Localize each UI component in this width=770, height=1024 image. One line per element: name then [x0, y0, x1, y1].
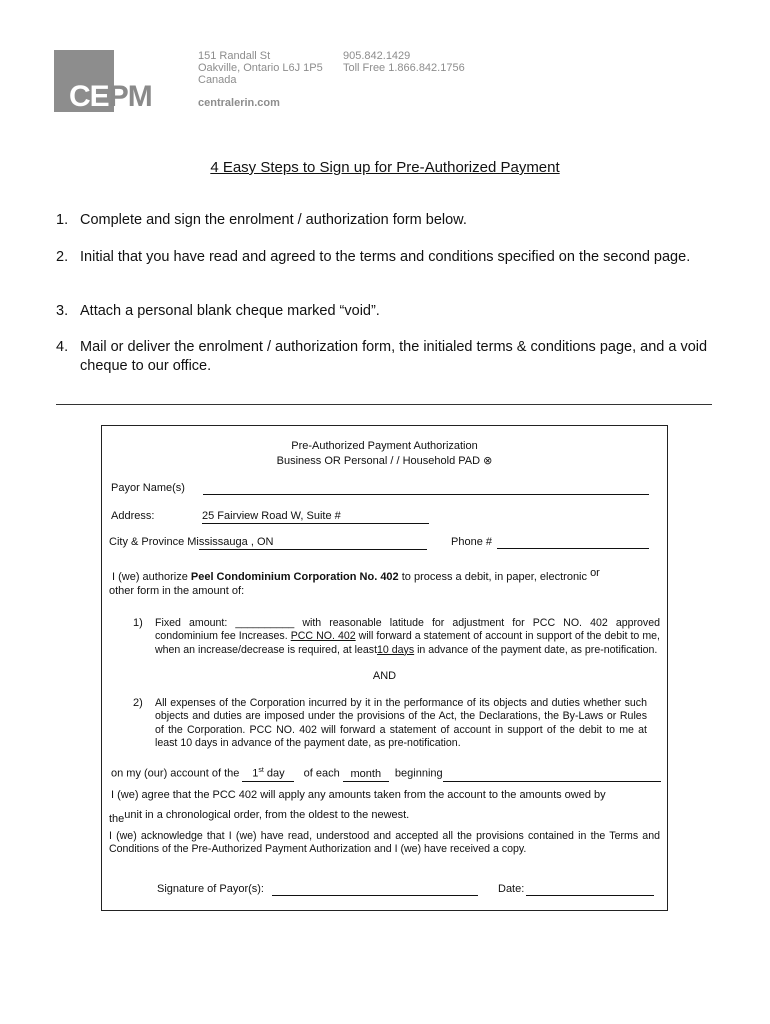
address-value: 25 Fairview Road W, Suite #	[202, 510, 341, 522]
phone-field[interactable]	[497, 536, 649, 549]
pad-authorization-form	[101, 425, 668, 911]
address-field[interactable]	[202, 510, 429, 524]
city-province-field[interactable]	[199, 536, 427, 550]
item-2-number: 2)	[133, 697, 143, 709]
account-frequency-field[interactable]: month	[343, 768, 389, 782]
and-label: AND	[372, 670, 397, 682]
page-title: 4 Easy Steps to Sign up for Pre-Authorized Payment	[210, 159, 560, 176]
payor-name-label: Payor Name(s)	[111, 482, 185, 494]
step-2: 2. Initial that you have read and agreed to the terms and conditions specified on the second page.	[56, 249, 691, 265]
company-website: centralerin.com	[198, 97, 280, 109]
city-province-label: City & Province Mississauga , ON	[109, 536, 427, 550]
authorization-statement-cont: other form in the amount of:	[109, 585, 245, 597]
step-3: 3. Attach a personal blank cheque marked “void”.	[56, 303, 380, 319]
company-address: 151 Randall St Oakville, Ontario L6J 1P5 Canada	[198, 50, 323, 86]
step-4: 4. Mail or deliver the enrolment / authorization form, the initialed terms & conditions page, and a void cheque to our office.	[56, 339, 708, 374]
form-subheading: Business OR Personal / / Household PAD ⊗	[276, 455, 493, 467]
acknowledgement-statement: I (we) acknowledge that I (we) have read, understood and accepted all the provisions contained in the Terms and Conditions of the Pre-Authorized Payment Authorization and I (we) have received a copy.	[109, 830, 660, 856]
step-1: 1. Complete and sign the enrolment / authorization form below.	[56, 212, 467, 228]
account-schedule: on my (our) account of the 1st day of each month beginning	[111, 764, 661, 782]
item-1-number: 1)	[133, 617, 143, 629]
beginning-date-field[interactable]	[443, 769, 661, 782]
payor-name-field[interactable]	[203, 482, 649, 495]
date-label: Date:	[498, 883, 525, 895]
city-province-value: ssissauga , ON	[198, 536, 274, 548]
date-field[interactable]	[526, 883, 654, 896]
cepm-logo	[54, 50, 158, 112]
item-1-text: Fixed amount: __________ with reasonable latitude for adjustment for PCC NO. 402 approved condominium fee Increases. PCC NO. 402 will forward a statement of account in support of the debit to me, when an increase/decrease is required, at least10 days in advance of the payment date, as pre-notification.	[155, 617, 661, 656]
address-label: Address:	[111, 510, 155, 522]
agree-statement-cont: theunit in a chronological order, from the oldest to the newest.	[109, 809, 410, 825]
phone-label: Phone #	[451, 536, 492, 548]
item-2-text: All expenses of the Corporation incurred by it in the performance of its objects and duties whether such objects and duties are imposed under the provisions of the Act, the Declarations, the By-Laws or Rules of the Corporation. PCC NO. 402 will forward a statement of account in support of the debit to me at least 10 days in advance of the payment date, as pre-notification.	[155, 697, 647, 749]
divider	[56, 404, 712, 405]
logo-text: CEPM	[69, 80, 152, 113]
authorization-statement: I (we) authorize Peel Condominium Corporation No. 402 to process a debit, in paper, electronic or	[112, 567, 600, 583]
signature-label: Signature of Payor(s):	[157, 883, 264, 895]
form-heading: Pre-Authorized Payment Authorization	[291, 440, 478, 452]
signature-field[interactable]	[272, 883, 478, 896]
agree-statement: I (we) agree that the PCC 402 will apply any amounts taken from the account to the amounts owed by	[111, 789, 606, 801]
company-phone: 905.842.1429 Toll Free 1.866.842.1756	[343, 50, 465, 74]
account-day-field[interactable]: 1st day	[242, 764, 294, 782]
